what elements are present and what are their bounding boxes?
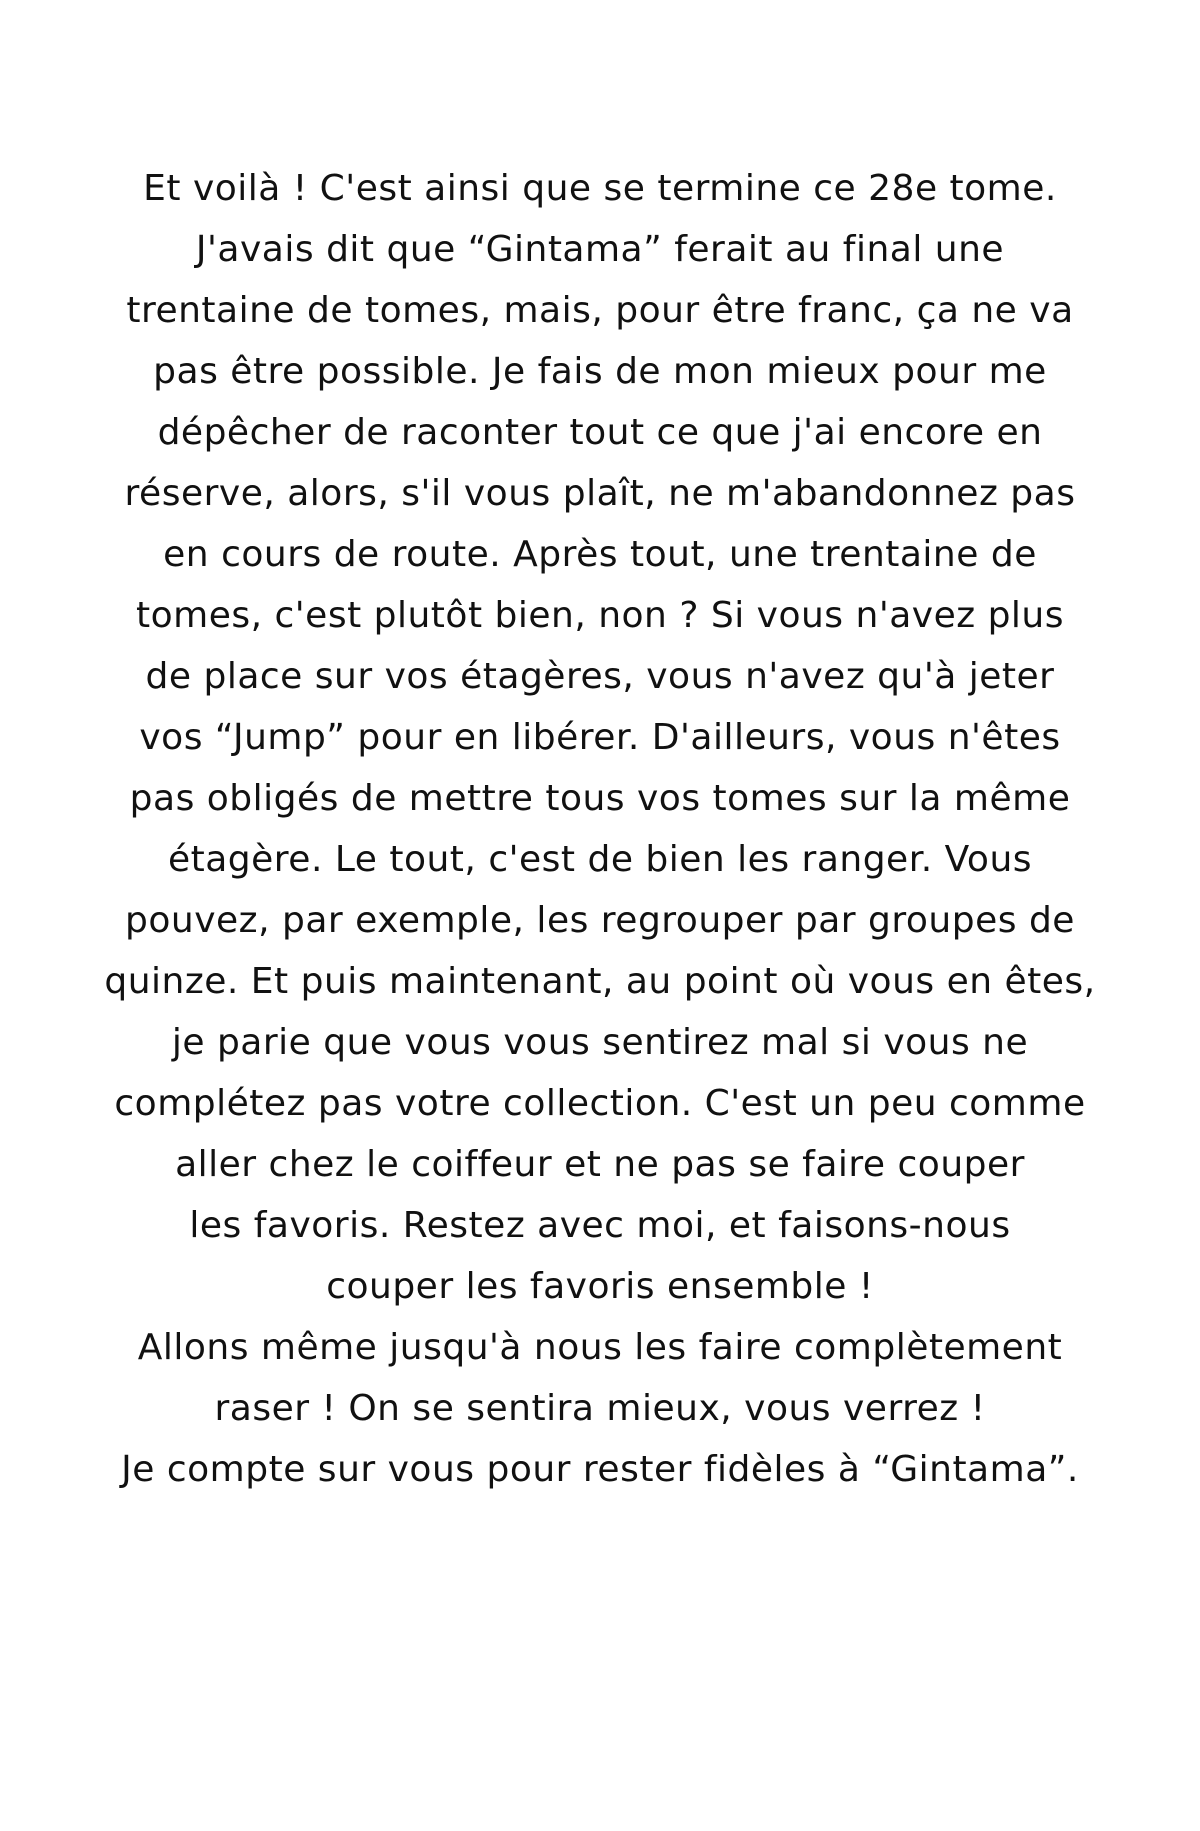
text-line: pouvez, par exemple, les regrouper par groupes de (125, 900, 1075, 941)
text-line: réserve, alors, s'il vous plaît, ne m'abandonnez pas (124, 473, 1076, 514)
text-line: pas obligés de mettre tous vos tomes sur la même (129, 778, 1071, 819)
text-line: Allons même jusqu'à nous les faire complètement (137, 1327, 1063, 1368)
text-line: complétez pas votre collection. C'est un peu comme (114, 1083, 1086, 1124)
text-line: en cours de route. Après tout, une trentaine de (163, 534, 1037, 575)
text-line: de place sur vos étagères, vous n'avez qu'à jeter (145, 656, 1055, 697)
text-line: dépêcher de raconter tout ce que j'ai encore en (157, 412, 1043, 453)
text-line: trentaine de tomes, mais, pour être franc, ça ne va (126, 290, 1074, 331)
text-line: aller chez le coiffeur et ne pas se faire couper (175, 1144, 1025, 1185)
text-line: Je compte sur vous pour rester fidèles à “Gintama”. (121, 1449, 1079, 1490)
text-line: tomes, c'est plutôt bien, non ? Si vous n'avez plus (135, 595, 1064, 636)
text-line: les favoris. Restez avec moi, et faisons-nous (189, 1205, 1011, 1246)
text-line: Et voilà ! C'est ainsi que se termine ce 28e tome. (143, 168, 1057, 209)
text-line: couper les favoris ensemble ! (326, 1266, 874, 1307)
text-line: je parie que vous vous sentirez mal si vous ne (171, 1022, 1029, 1063)
text-line: quinze. Et puis maintenant, au point où vous en êtes, (104, 961, 1096, 1002)
text-line: étagère. Le tout, c'est de bien les ranger. Vous (167, 839, 1033, 880)
text-line: J'avais dit que “Gintama” ferait au final une (195, 229, 1005, 270)
text-line: pas être possible. Je fais de mon mieux pour me (153, 351, 1047, 392)
text-line: raser ! On se sentira mieux, vous verrez ! (214, 1388, 986, 1429)
author-note-text (100, 158, 1100, 1500)
text-line: vos “Jump” pour en libérer. D'ailleurs, vous n'êtes (139, 717, 1061, 758)
